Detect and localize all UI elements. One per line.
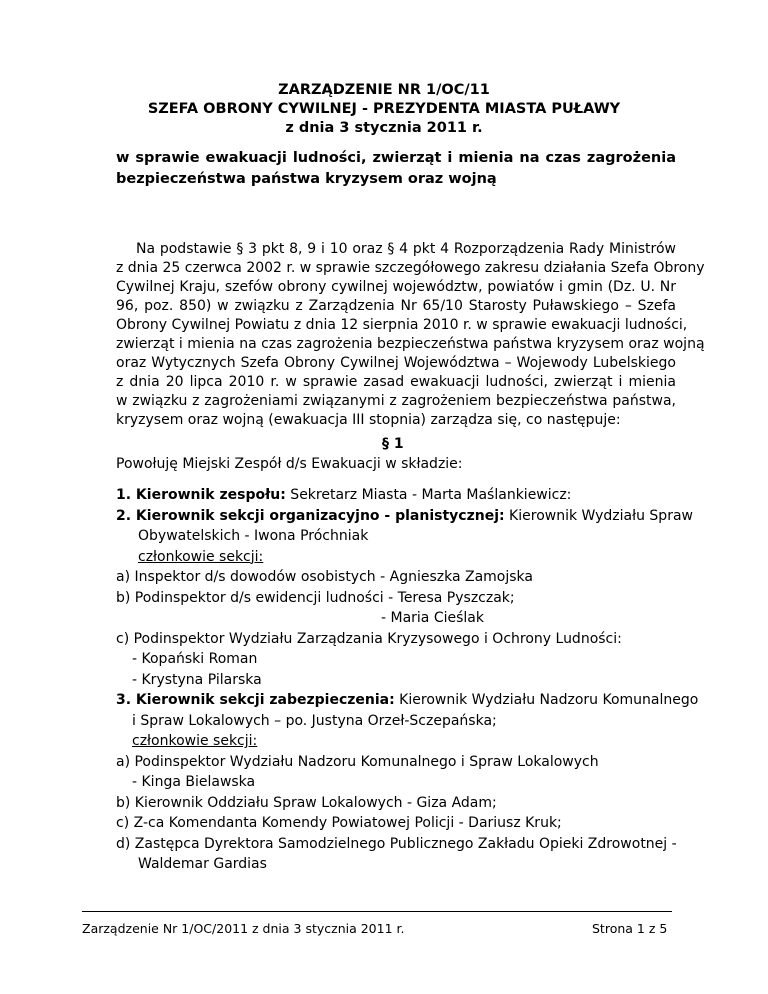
item-3-label: 3. Kierownik sekcji zabezpieczenia: — [116, 692, 395, 708]
section-intro: Powołuję Miejski Zespół d/s Ewakuacji w składzie: — [116, 456, 463, 472]
section-mark: § 1 — [382, 436, 404, 452]
list-item: - Kinga Bielawska — [132, 774, 256, 790]
list-item: b) Podinspektor d/s ewidencji ludności - Teresa Pyszczak; — [116, 589, 515, 606]
list-item-3 — [116, 691, 698, 709]
members-label: członkowie sekcji: — [132, 733, 258, 749]
list-item: - Krystyna Pilarska — [132, 671, 262, 688]
preamble-line: Obrony Cywilnej Powiatu z dnia 12 sierpnia 2010 r. w sprawie ewakuacji ludności, — [116, 317, 688, 333]
members-label: członkowie sekcji: — [138, 548, 264, 565]
item-2-label: 2. Kierownik sekcji organizacyjno - planistycznej: — [116, 507, 505, 524]
item-2-continuation: Obywatelskich - Iwona Próchniak — [138, 528, 369, 544]
item-3-text: Kierownik Wydziału Nadzoru Komunalnego — [394, 692, 699, 708]
item-2-text: Kierownik Wydziału Spraw — [504, 507, 693, 524]
preamble-line: Cywilnej Kraju, szefów obrony cywilnej województw, powiatów i gmin (Dz. U. Nr — [116, 279, 676, 295]
list-item: a) Inspektor d/s dowodów osobistych - Agnieszka Zamojska — [116, 569, 533, 585]
list-item-2 — [116, 507, 693, 525]
list-item: Waldemar Gardias — [138, 856, 267, 872]
preamble-line: kryzysem oraz wojną (ewakuacja III stopnia) zarządza się, co następuje: — [116, 412, 621, 428]
preamble-paragraph — [116, 240, 705, 430]
list-item: b) Kierownik Oddziału Spraw Lokalowych - Giza Adam; — [116, 794, 497, 811]
preamble-line: Na podstawie § 3 pkt 8, 9 i 10 oraz § 4 pkt 4 Rozporządzenia Rady Ministrów — [136, 241, 676, 257]
list-item: a) Podinspektor Wydziału Nadzoru Komunalnego i Spraw Lokalowych — [116, 753, 599, 770]
decree-number: ZARZĄDZENIE NR 1/OC/11 — [278, 82, 490, 98]
list-item-1 — [116, 486, 571, 504]
preamble-line: z dnia 25 czerwca 2002 r. w sprawie szczegółowego zakresu działania Szefa Obrony — [116, 260, 705, 276]
preamble-line: 96, poz. 850) w związku z Zarządzenia Nr 65/10 Starosty Puławskiego – Szefa — [116, 298, 676, 314]
list-item: - Kopański Roman — [132, 651, 258, 667]
footer-reference: Zarządzenie Nr 1/OC/2011 z dnia 3 stycznia 2011 r. — [82, 921, 405, 936]
item-1-label: 1. Kierownik zespołu: — [116, 487, 286, 503]
item-3-continuation: i Spraw Lokalowych – po. Justyna Orzeł-Sczepańska; — [132, 712, 497, 729]
preamble-line: z dnia 20 lipca 2010 r. w sprawie zasad ewakuacji ludności, zwierząt i mienia — [116, 374, 676, 390]
subject-line-2: bezpieczeństwa państwa kryzysem oraz wojną — [116, 171, 497, 187]
preamble-line: w związku z zagrożeniami związanymi z zagrożeniem bezpieczeństwa państwa, — [116, 393, 676, 409]
list-item: c) Podinspektor Wydziału Zarządzania Kryzysowego i Ochrony Ludności: — [116, 630, 622, 647]
decree-date: z dnia 3 stycznia 2011 r. — [285, 120, 483, 136]
subject-line-1: w sprawie ewakuacji ludności, zwierząt i mienia na czas zagrożenia — [116, 150, 676, 166]
list-item: d) Zastępca Dyrektora Samodzielnego Publicznego Zakładu Opieki Zdrowotnej - — [116, 835, 677, 852]
item-1-text: Sekretarz Miasta - Marta Maślankiewicz: — [285, 487, 572, 503]
page-number: Strona 1 z 5 — [592, 921, 668, 936]
preamble-line: zwierząt i mienia na czas zagrożenia bezpieczeństwa państwa kryzysem oraz wojną — [116, 336, 705, 352]
list-item: - Maria Cieślak — [381, 610, 484, 626]
preamble-line: oraz Wytycznych Szefa Obrony Cywilnej Województwa – Wojewody Lubelskiego — [116, 355, 676, 371]
footer-divider — [82, 911, 672, 912]
list-item: c) Z-ca Komendanta Komendy Powiatowej Policji - Dariusz Kruk; — [116, 815, 562, 831]
decree-subject — [116, 148, 676, 190]
decree-issuer: SZEFA OBRONY CYWILNEJ - PREZYDENTA MIASTA PUŁAWY — [147, 101, 621, 117]
